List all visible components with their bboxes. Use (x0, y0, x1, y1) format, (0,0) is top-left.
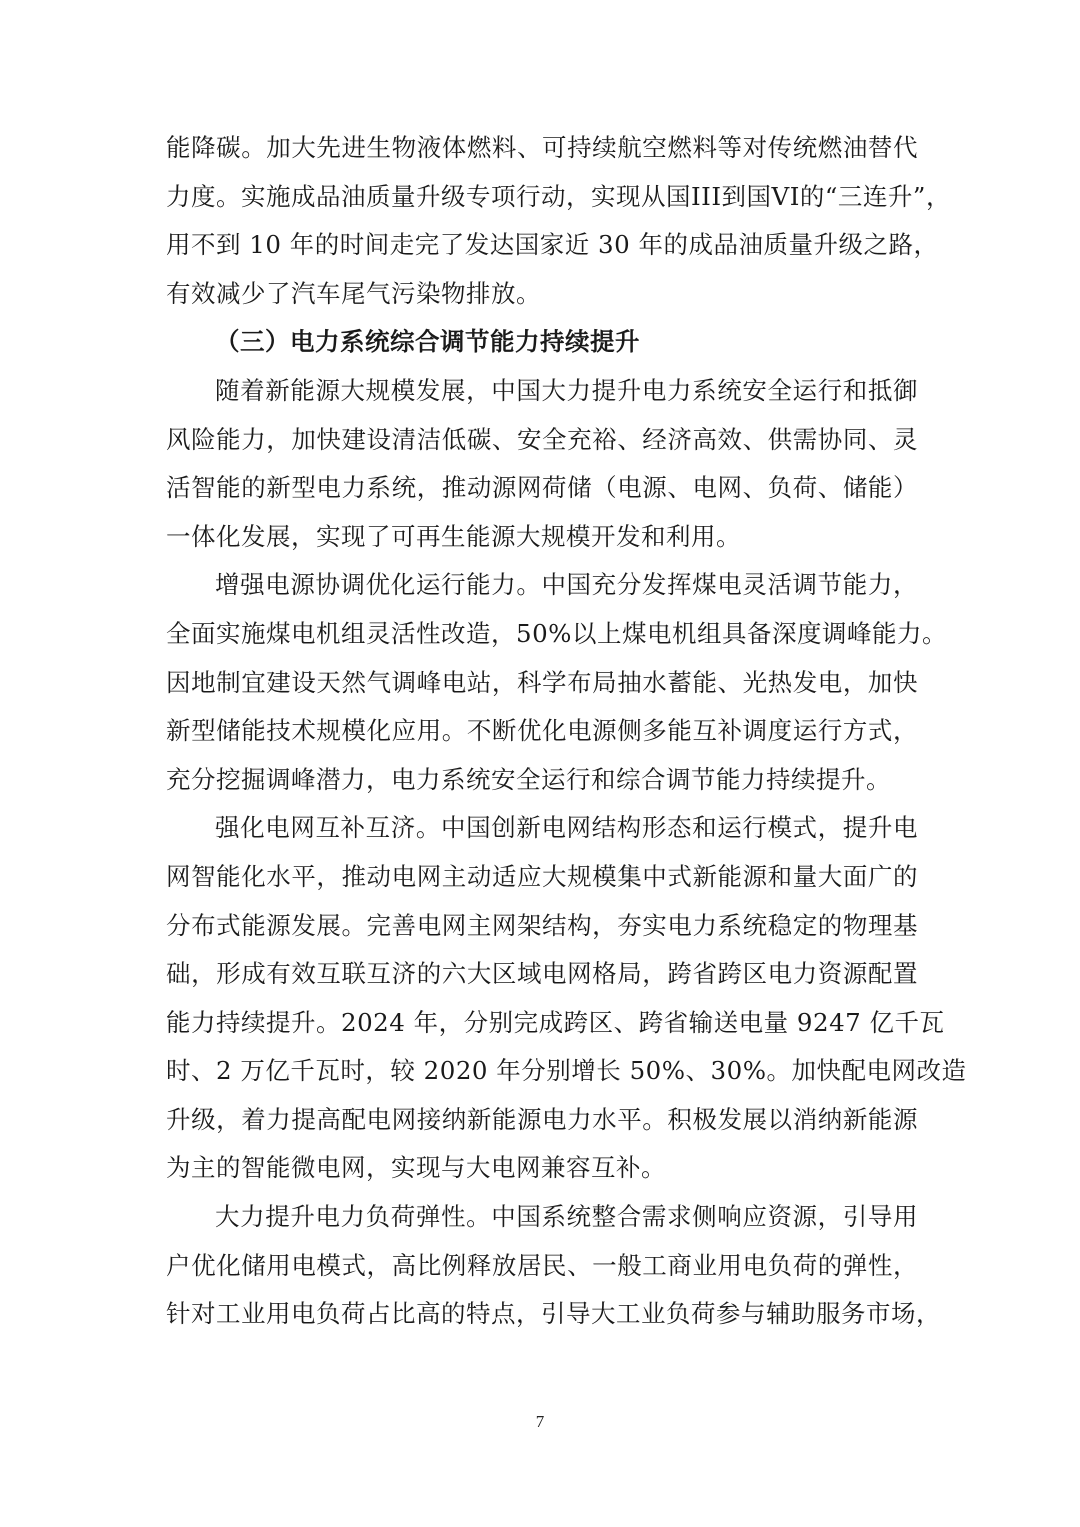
paragraph-line: 为主的智能微电网，实现与大电网兼容互补。 (166, 1153, 666, 1183)
paragraph-line: 全面实施煤电机组灵活性改造，50%以上煤电机组具备深度调峰能力。 (166, 618, 947, 648)
paragraph-line: 有效减少了汽车尾气污染物排放。 (166, 278, 541, 308)
paragraph-line: 充分挖掘调峰潜力，电力系统安全运行和综合调节能力持续提升。 (166, 764, 891, 794)
section-heading: （三）电力系统综合调节能力持续提升 (215, 327, 640, 357)
paragraph-line: 时、2 万亿千瓦时，较 2020 年分别增长 50%、30%。加快配电网改造 (166, 1056, 967, 1086)
paragraph-line: 力度。实施成品油质量升级专项行动，实现从国III到国VI的“三连升”， (166, 181, 951, 211)
paragraph-line: 增强电源协调优化运行能力。中国充分发挥煤电灵活调节能力， (215, 570, 918, 600)
paragraph-line: 新型储能技术规模化应用。不断优化电源侧多能互补调度运行方式， (166, 716, 918, 746)
paragraph-line: 分布式能源发展。完善电网主网架结构，夯实电力系统稳定的物理基 (166, 910, 918, 940)
paragraph-line: 户优化储用电模式，高比例释放居民、一般工商业用电负荷的弹性， (166, 1250, 918, 1280)
paragraph-line: 活智能的新型电力系统，推动源网荷储（电源、电网、负荷、储能） (166, 473, 918, 503)
paragraph-line: 一体化发展，实现了可再生能源大规模开发和利用。 (166, 521, 741, 551)
body-text (166, 124, 967, 1339)
paragraph-line: 用不到 10 年的时间走完了发达国家近 30 年的成品油质量升级之路， (166, 230, 939, 260)
paragraph-line: 强化电网互补互济。中国创新电网结构形态和运行模式，提升电 (215, 813, 918, 843)
paragraph-line: 风险能力，加快建设清洁低碳、安全充裕、经济高效、供需协同、灵 (166, 424, 918, 454)
paragraph-line: 随着新能源大规模发展，中国大力提升电力系统安全运行和抵御 (215, 375, 918, 405)
paragraph-line: 大力提升电力负荷弹性。中国系统整合需求侧响应资源，引导用 (215, 1202, 918, 1232)
paragraph-line: 针对工业用电负荷占比高的特点，引导大工业负荷参与辅助服务市场， (166, 1299, 941, 1329)
paragraph-line: 能力持续提升。2024 年，分别完成跨区、跨省输送电量 9247 亿千瓦 (166, 1007, 945, 1037)
paragraph-line: 因地制宜建设天然气调峰电站，科学布局抽水蓄能、光热发电，加快 (166, 667, 918, 697)
paragraph-line: 础，形成有效互联互济的六大区域电网格局，跨省跨区电力资源配置 (166, 959, 918, 989)
paragraph-line: 网智能化水平，推动电网主动适应大规模集中式新能源和量大面广的 (166, 861, 918, 891)
paragraph-line: 升级，着力提高配电网接纳新能源电力水平。积极发展以消纳新能源 (166, 1104, 918, 1134)
page-number: 7 (535, 1412, 545, 1431)
paragraph-line: 能降碳。加大先进生物液体燃料、可持续航空燃料等对传统燃油替代 (166, 133, 918, 162)
